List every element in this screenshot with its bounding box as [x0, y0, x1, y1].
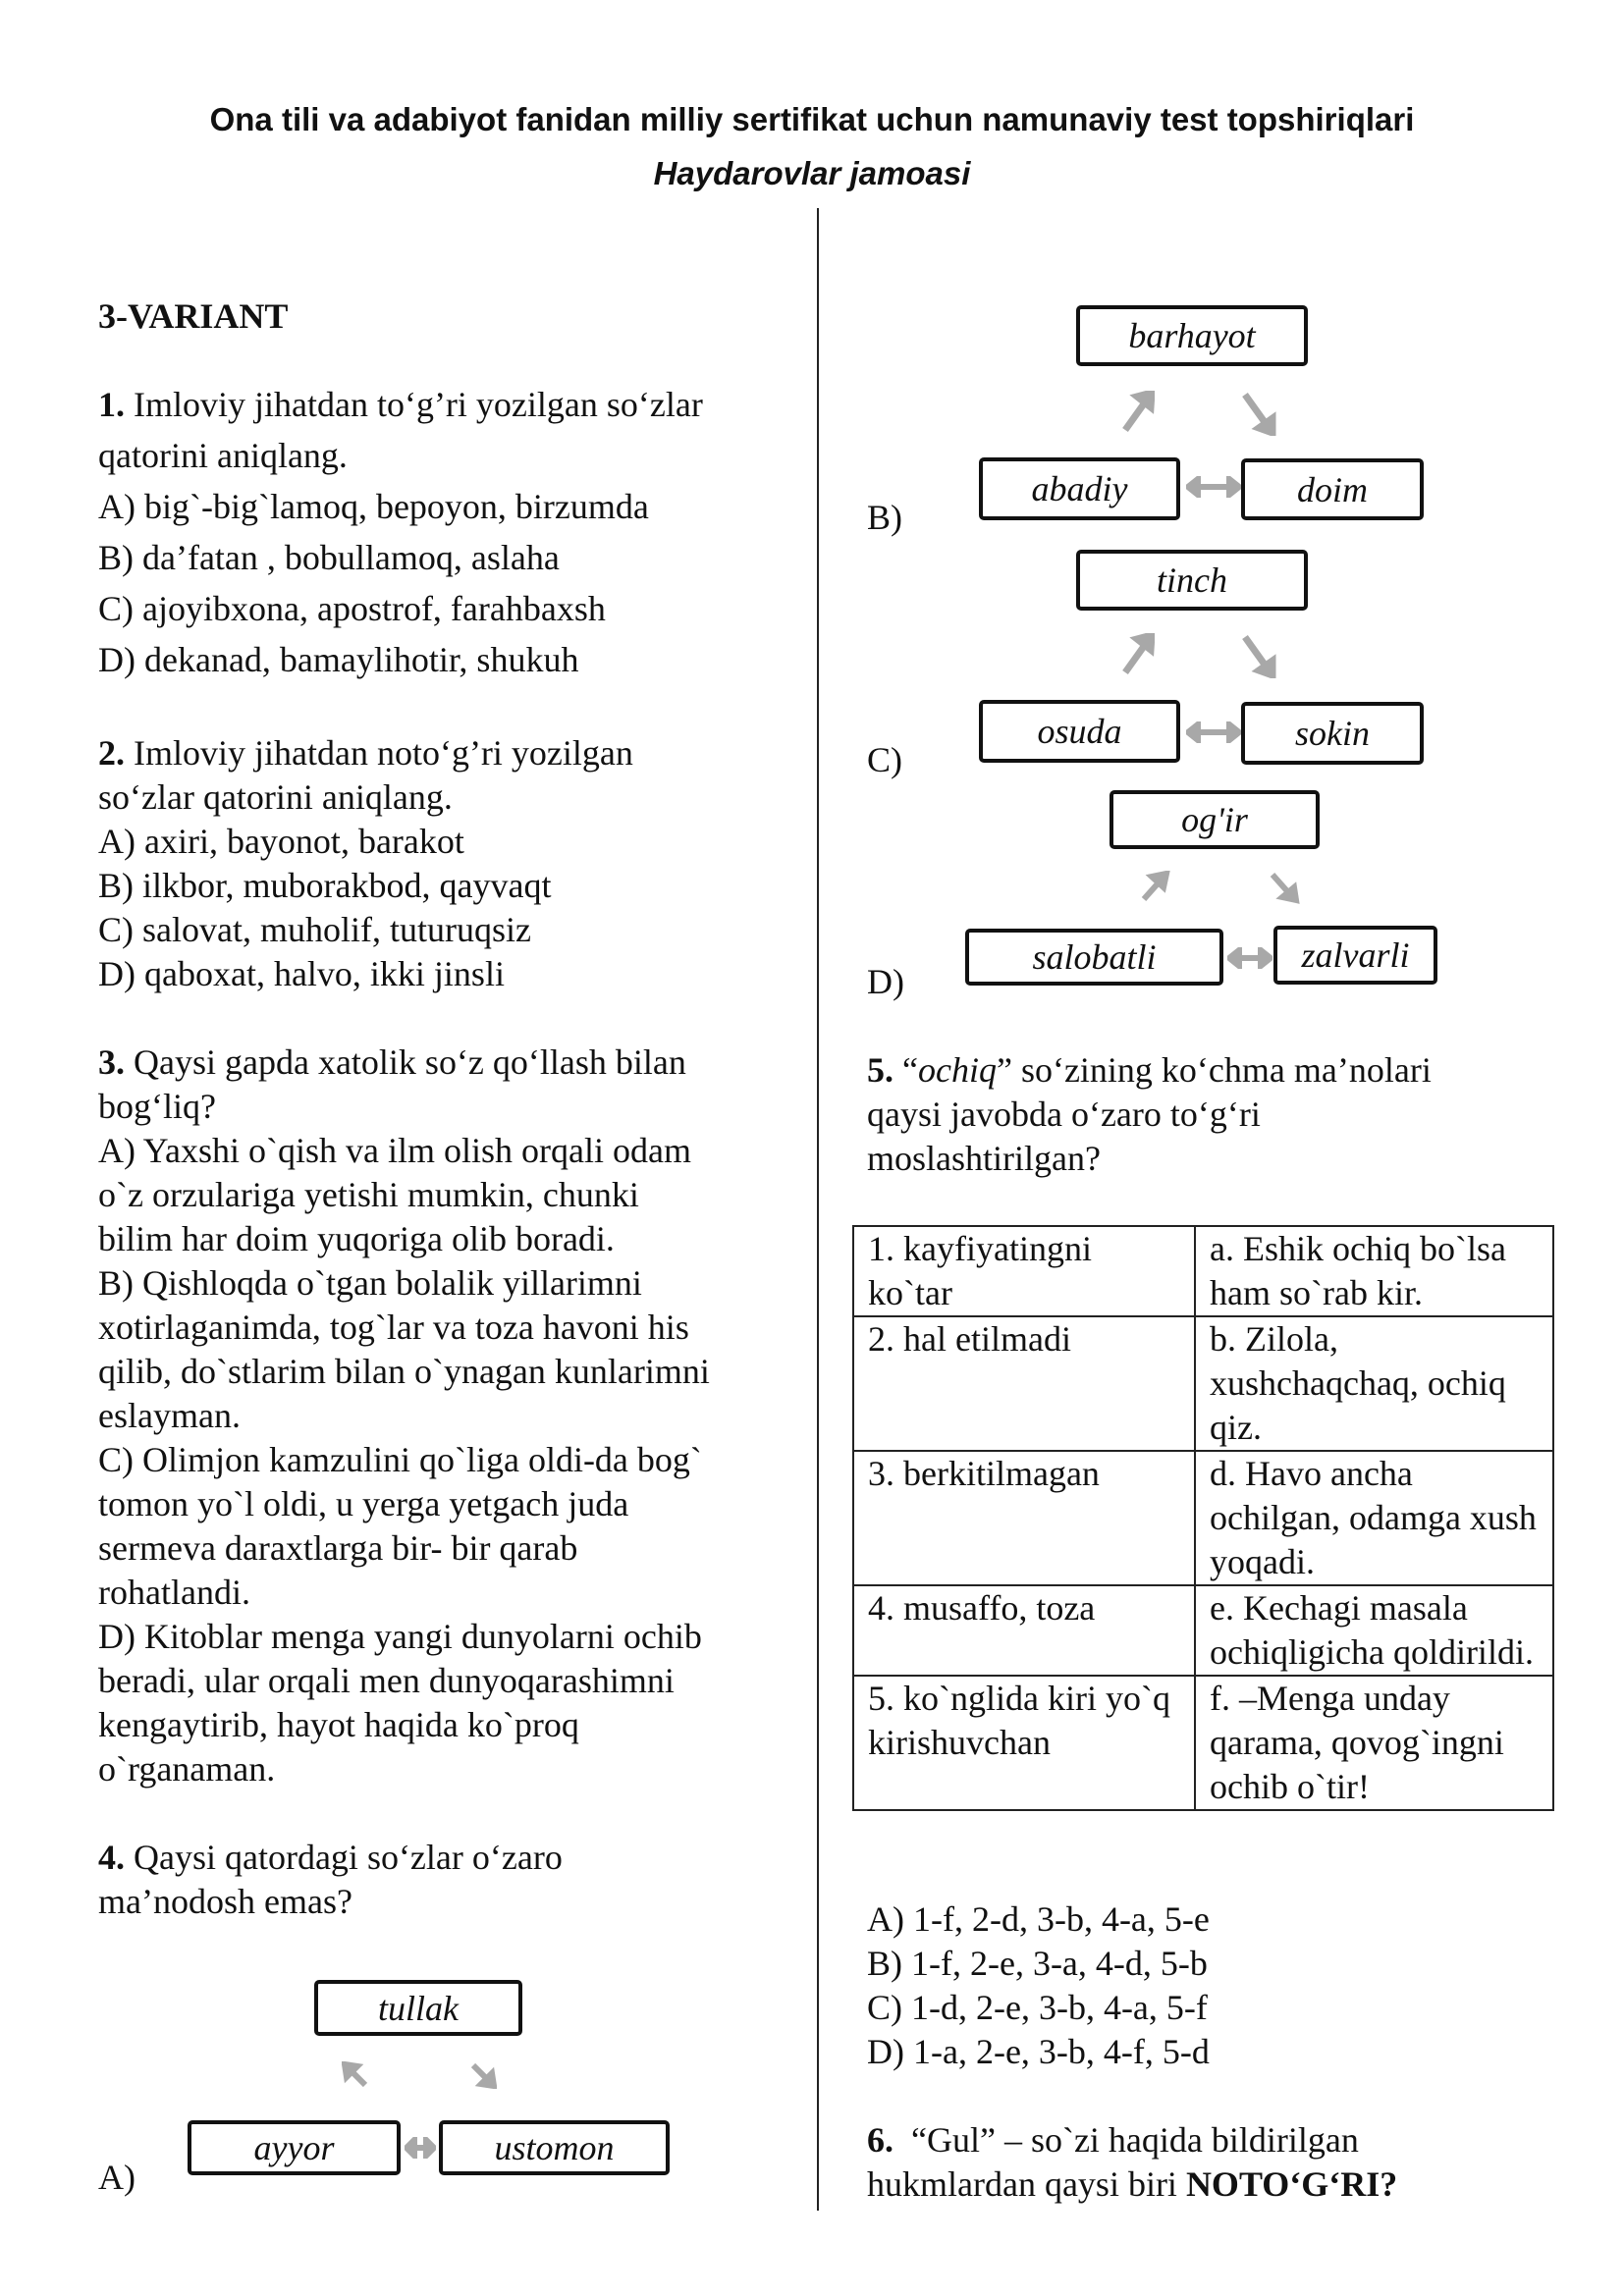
- table-cell: 1. kayfiyatingni ko`tar: [853, 1226, 1195, 1316]
- table-cell: a. Eshik ochiq bo`lsa ham so`rab kir.: [1195, 1226, 1553, 1316]
- arrow-up-left-icon: [1139, 871, 1170, 904]
- question-5-text: 5. “ochiq” so‘zining ko‘chma ma’nolari: [867, 1050, 1432, 1090]
- variant-label: 3-VARIANT: [98, 296, 289, 336]
- q3-body-line: o`z orzulariga yetishi mumkin, chunki: [98, 1175, 639, 1214]
- question-6-line: “Gul” – so`zi haqida bildirilgan: [911, 2120, 1359, 2160]
- question-4-line: ma’nodosh emas?: [98, 1882, 352, 1921]
- table-cell: 5. ko`nglida kiri yo`q kirishuvchan: [853, 1676, 1195, 1810]
- question-5-number: 5.: [867, 1050, 893, 1090]
- matching-table: [852, 1225, 1554, 1811]
- diagram-b-top-word: barhayot: [1076, 305, 1308, 366]
- emphasis-text: NOTO‘G‘RI?: [1185, 2164, 1398, 2204]
- table-cell: 3. berkitilmagan: [853, 1451, 1195, 1585]
- option-c: C) ajoyibxona, apostrof, farahbaxsh: [98, 589, 606, 628]
- q3-body-line: qilib, do`stlarim bilan o`ynagan kunlarimni: [98, 1352, 710, 1391]
- question-3-text: [98, 1041, 686, 1085]
- q3-body-line: A) Yaxshi o`qish va ilm olish orqali odam: [98, 1131, 691, 1170]
- question-4-number: 4.: [98, 1838, 125, 1877]
- table-row: [853, 1226, 1553, 1316]
- arrow-up-left-icon: [1119, 391, 1155, 436]
- table-cell: e. Kechagi masala ochiqligicha qoldirildi.: [1195, 1585, 1553, 1676]
- arrow-down-right-icon: [1241, 391, 1276, 436]
- table-row: [853, 1585, 1553, 1676]
- question-4-text: [98, 1836, 563, 1880]
- option-a: A) 1-f, 2-d, 3-b, 4-a, 5-e: [867, 1899, 1210, 1939]
- diagram-b-left-word: abadiy: [979, 457, 1180, 520]
- q3-body-line: kengaytirib, hayot haqida ko`proq: [98, 1705, 579, 1744]
- table-cell: 2. hal etilmadi: [853, 1316, 1195, 1451]
- diagram-b-right-word: doim: [1241, 458, 1424, 520]
- table-cell: f. –Menga unday qarama, qovog`ingni ochib o`tir!: [1195, 1676, 1553, 1810]
- q3-body-line: eslayman.: [98, 1396, 241, 1435]
- double-arrow-icon: [1186, 721, 1241, 743]
- diagram-b-label: B): [867, 498, 902, 537]
- double-arrow-icon: [1227, 947, 1272, 969]
- table-row: [853, 1676, 1553, 1810]
- q3-body-line: rohatlandi.: [98, 1573, 250, 1612]
- diagram-a-right-word: ustomon: [439, 2120, 670, 2175]
- question-1-line: qatorini aniqlang.: [98, 436, 348, 475]
- option-a: A) big`-big`lamoq, bepoyon, birzumda: [98, 487, 649, 526]
- question-2-number: 2.: [98, 733, 125, 773]
- option-d: D) 1-a, 2-e, 3-b, 4-f, 5-d: [867, 2032, 1210, 2071]
- q3-body-line: beradi, ular orqali men dunyoqarashimni: [98, 1661, 675, 1700]
- double-arrow-icon: [405, 2137, 436, 2159]
- question-3-number: 3.: [98, 1042, 125, 1082]
- table-row: [853, 1316, 1553, 1451]
- diagram-d-top-word: og'ir: [1110, 790, 1320, 849]
- option-d: D) dekanad, bamaylihotir, shukuh: [98, 640, 579, 679]
- page-title: Ona tili va adabiyot fanidan milliy sertifikat uchun namunaviy test topshiriqlari: [209, 101, 1415, 137]
- q3-body-line: xotirlaganimda, tog`lar va toza havoni his: [98, 1308, 689, 1347]
- arrow-down-right-icon: [1269, 871, 1300, 904]
- table-cell: d. Havo ancha ochilgan, odamga xush yoqadi.: [1195, 1451, 1553, 1585]
- option-b: B) ilkbor, muborakbod, qayvaqt: [98, 866, 552, 905]
- diagram-c-label: C): [867, 740, 902, 779]
- q3-body-line: B) Qishloqda o`tgan bolalik yillarimni: [98, 1263, 642, 1303]
- q3-body-line: C) Olimjon kamzulini qo`liga oldi-da bog`: [98, 1440, 702, 1479]
- option-c: C) salovat, muholif, tuturuqsiz: [98, 910, 531, 949]
- question-3-line: Qaysi gapda xatolik so‘z qo‘llash bilan: [134, 1042, 686, 1082]
- option-b: B) da’fatan , bobullamoq, aslaha: [98, 538, 560, 577]
- q3-body-line: D) Kitoblar menga yangi dunyolarni ochib: [98, 1617, 702, 1656]
- diagram-d-right-word: zalvarli: [1273, 926, 1437, 985]
- diagram-d-label: D): [867, 962, 904, 1001]
- question-6-number: 6.: [867, 2120, 893, 2160]
- question-2-line: Imloviy jihatdan noto‘g’ri yozilgan: [134, 733, 633, 773]
- question-3-line: bog‘liq?: [98, 1087, 216, 1126]
- q3-body-line: bilim har doim yuqoriga olib boradi.: [98, 1219, 615, 1258]
- table-cell: 4. musaffo, toza: [853, 1585, 1195, 1676]
- column-divider: [817, 208, 819, 2211]
- diagram-a-left-word: ayyor: [188, 2120, 401, 2175]
- question-2-text: [98, 731, 633, 775]
- question-6-line-text: hukmlardan qaysi biri: [867, 2164, 1186, 2204]
- q3-body-line: o`rganaman.: [98, 1749, 276, 1789]
- option-b: B) 1-f, 2-e, 3-a, 4-d, 5-b: [867, 1944, 1208, 1983]
- question-5-line: qaysi javobda o‘zaro to‘g‘ri: [867, 1095, 1261, 1134]
- arrow-down-right-icon: [469, 2061, 497, 2089]
- question-1-text: [98, 383, 703, 427]
- question-6-line: [867, 2163, 1397, 2207]
- diagram-c-top-word: tinch: [1076, 550, 1308, 611]
- table-row: [853, 1451, 1553, 1585]
- diagram-a-label: A): [98, 2158, 135, 2197]
- option-a: A) axiri, bayonot, barakot: [98, 822, 464, 861]
- question-2-line: so‘zlar qatorini aniqlang.: [98, 777, 453, 817]
- q3-body-line: tomon yo`l oldi, u yerga yetgach juda: [98, 1484, 629, 1523]
- diagram-d-left-word: salobatli: [965, 929, 1223, 986]
- arrow-down-right-icon: [1241, 633, 1276, 678]
- question-5-line: moslashtirilgan?: [867, 1139, 1101, 1178]
- option-d: D) qaboxat, halvo, ikki jinsli: [98, 954, 505, 993]
- double-arrow-icon: [1186, 476, 1241, 498]
- question-4-line: Qaysi qatordagi so‘zlar o‘zaro: [134, 1838, 563, 1877]
- diagram-c-right-word: sokin: [1241, 702, 1424, 765]
- option-c: C) 1-d, 2-e, 3-b, 4-a, 5-f: [867, 1988, 1208, 2027]
- question-1-line: Imloviy jihatdan to‘g’ri yozilgan so‘zlar: [134, 385, 703, 424]
- table-cell: b. Zilola, xushchaqchaq, ochiq qiz.: [1195, 1316, 1553, 1451]
- quoted-word: ochiq: [917, 1050, 997, 1090]
- diagram-c-left-word: osuda: [979, 700, 1180, 763]
- page-subtitle: Haydarovlar jamoasi: [653, 155, 971, 191]
- diagram-a-top-word: tullak: [314, 1980, 522, 2036]
- q3-body-line: sermeva daraxtlarga bir- bir qarab: [98, 1528, 578, 1568]
- question-6-text: [867, 2118, 1359, 2163]
- arrow-up-left-icon: [1119, 633, 1155, 678]
- question-1-number: 1.: [98, 385, 125, 424]
- arrow-up-left-icon: [342, 2061, 369, 2089]
